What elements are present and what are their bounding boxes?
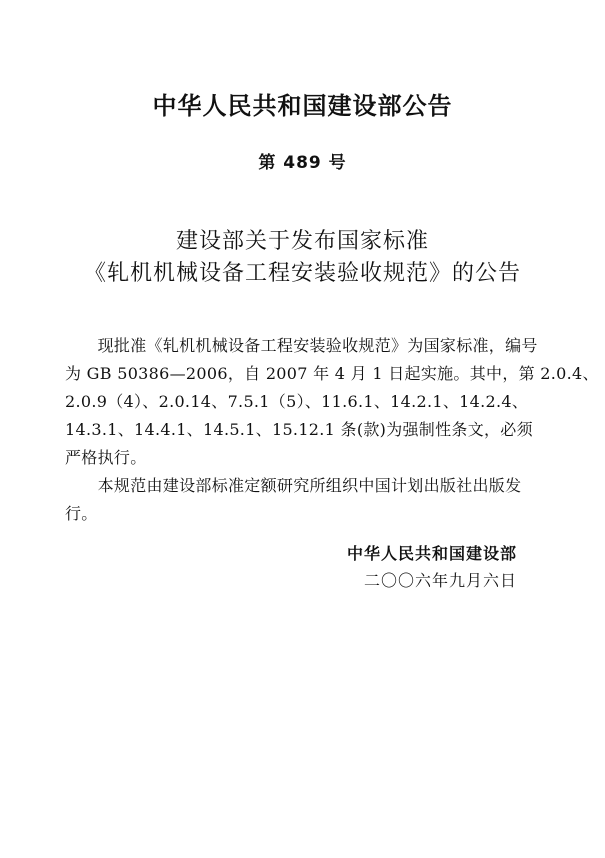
- subtitle-line-1: 建设部关于发布国家标准: [175, 229, 429, 254]
- body-line-1: 现批准《轧机机械设备工程安装验收规范》为国家标准，编号: [65, 336, 538, 355]
- announcement-number: 第 489 号: [258, 153, 347, 173]
- body-line-6: 本规范由建设部标准定额研究所组织中国计划出版社出版发: [65, 476, 522, 495]
- body-line-4: 14.3.1、14.4.1、14.5.1、15.12.1 条(款)为强制性条文，必须: [65, 420, 533, 439]
- announcement-title: 中华人民共和国建设部公告: [152, 92, 453, 120]
- signature-date: 二〇〇六年九月六日: [364, 571, 518, 590]
- subtitle-line-2: 《轧机机械设备工程安装验收规范》的公告: [83, 261, 521, 286]
- body-line-7: 行。: [65, 504, 98, 523]
- signature-organization: 中华人民共和国建设部: [347, 544, 518, 563]
- body-line-3: 2.0.9（4）、2.0.14、7.5.1（5）、11.6.1、14.2.1、14.2.4、: [65, 392, 529, 411]
- body-line-5: 严格执行。: [65, 448, 147, 467]
- body-line-2: 为 GB 50386—2006，自 2007 年 4 月 1 日起实施。其中，第 2.0.4、: [65, 364, 599, 383]
